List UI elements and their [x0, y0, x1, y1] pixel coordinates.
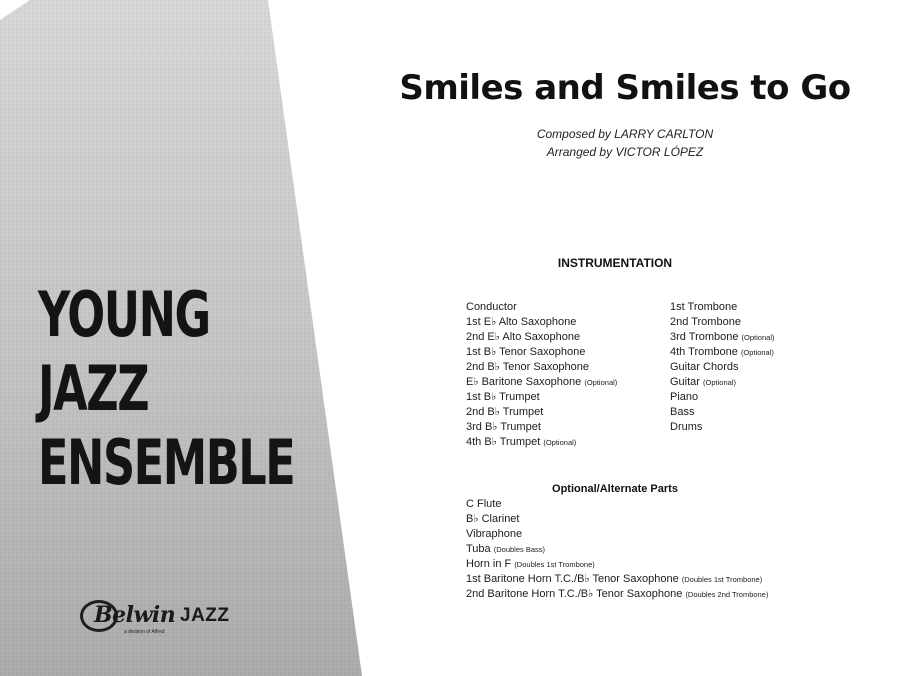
part-name: Drums [670, 421, 703, 433]
publisher-logo [80, 598, 250, 640]
part-name: Guitar Chords [670, 361, 739, 373]
list-item [466, 587, 886, 602]
part-name: Vibraphone [466, 528, 523, 540]
part-name: 3rd B♭ Trumpet [466, 421, 541, 433]
list-item [466, 390, 666, 405]
part-note: (Optional) [543, 438, 577, 447]
part-name: Tuba [466, 543, 491, 555]
part-name: 2nd Trombone [670, 316, 741, 328]
list-item [466, 375, 666, 390]
part-name: 2nd B♭ Trumpet [466, 406, 544, 418]
part-note: (Doubles 2nd Trombone) [685, 590, 769, 599]
series-line-3: ENSEMBLE [38, 426, 295, 499]
part-name: Horn in F [466, 558, 512, 570]
part-note: (Optional) [584, 378, 618, 387]
arranger-credit: Arranged by VICTOR LÓPEZ [546, 145, 704, 159]
series-line-1: YOUNG [38, 278, 210, 351]
publisher-jazz: JAZZ [180, 605, 230, 626]
part-name: Bass [670, 406, 695, 418]
list-item [670, 375, 870, 390]
part-name: 1st E♭ Alto Saxophone [466, 316, 577, 328]
list-item [466, 557, 886, 572]
list-item [466, 527, 886, 542]
list-item [466, 315, 666, 330]
list-item [466, 435, 666, 450]
list-item [466, 512, 886, 527]
part-note: (Doubles Bass) [493, 545, 546, 554]
part-name: 2nd Baritone Horn T.C./B♭ Tenor Saxophone [466, 588, 683, 600]
optional-parts-heading: Optional/Alternate Parts [552, 483, 678, 495]
instrumentation-heading: INSTRUMENTATION [557, 256, 673, 270]
instrumentation-right-column [670, 300, 870, 435]
list-item [466, 300, 666, 315]
list-item [466, 420, 666, 435]
part-note: (Optional) [741, 333, 775, 342]
part-note: (Doubles 1st Trombone) [681, 575, 763, 584]
optional-parts-list [466, 497, 886, 602]
composer-credit: Composed by LARRY CARLTON [536, 127, 714, 141]
part-name: 3rd Trombone [670, 331, 739, 343]
series-line-2: JAZZ [38, 352, 149, 425]
series-title [38, 278, 294, 500]
list-item [670, 420, 870, 435]
part-name: Piano [670, 391, 699, 403]
part-name: 1st B♭ Tenor Saxophone [466, 346, 586, 358]
list-item [466, 345, 666, 360]
part-name: 1st B♭ Trumpet [466, 391, 540, 403]
instrumentation-left-column [466, 300, 666, 450]
part-name: 2nd E♭ Alto Saxophone [466, 331, 581, 343]
list-item [466, 405, 666, 420]
credits [360, 125, 890, 161]
list-item [466, 360, 666, 375]
part-name: 1st Trombone [670, 301, 738, 313]
part-note: (Doubles 1st Trombone) [514, 560, 595, 569]
list-item [670, 405, 870, 420]
part-name: 4th Trombone [670, 346, 738, 358]
part-name: 1st Baritone Horn T.C./B♭ Tenor Saxophone [466, 573, 679, 585]
list-item [466, 572, 886, 587]
part-note: (Optional) [740, 348, 774, 357]
part-name: E♭ Baritone Saxophone [466, 376, 582, 388]
list-item [670, 330, 870, 345]
part-name: C Flute [466, 498, 502, 510]
list-item [670, 345, 870, 360]
piece-title: Smiles and Smiles to Go [399, 68, 851, 108]
part-name: B♭ Clarinet [466, 513, 520, 525]
list-item [466, 497, 886, 512]
list-item [670, 360, 870, 375]
part-name: 2nd B♭ Tenor Saxophone [466, 361, 590, 373]
publisher-subtitle: a division of Alfred [124, 629, 165, 635]
publisher-name: Belwin [94, 602, 176, 628]
list-item [670, 390, 870, 405]
list-item [670, 315, 870, 330]
part-name: Conductor [466, 301, 517, 313]
list-item [466, 330, 666, 345]
list-item [670, 300, 870, 315]
part-name: 4th B♭ Trumpet [466, 436, 541, 448]
list-item [466, 542, 886, 557]
part-name: Guitar [670, 376, 700, 388]
part-note: (Optional) [703, 378, 736, 387]
